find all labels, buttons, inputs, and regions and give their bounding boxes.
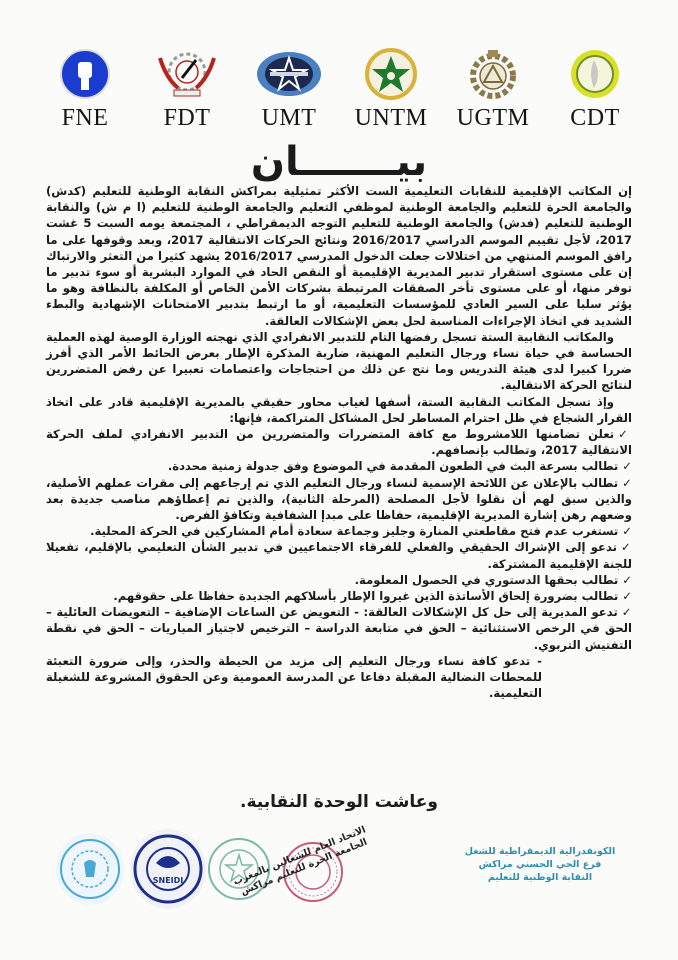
green-star-emblem-icon [356,48,426,100]
demand-text: تطالب بالإعلان عن اللائحة الإسمية لنساء ورجال التعليم الذي تم إرجاعهم إلى مقرات عملهم الأصلية، والذين سبق لهم أن نقلوا لأجل المصلحة (المرحلة الثانية)، والذين تم إعطاؤهم مناصب جديدة بعد وضعهم رهن إشارة المديرية الإقليمية، حفاظا على مبدإ الشفافية وتكافؤ الفرص. [46,475,632,523]
logo-label: FDT [163,105,211,131]
check-icon: ✓ [622,475,632,490]
light-blue-seal-icon [56,833,124,905]
check-icon: ✓ [622,524,632,539]
raised-fist-emblem-icon [50,48,120,100]
logo-label: CDT [570,105,620,131]
logo-cdt [550,48,640,138]
intro-paragraph: إن المكاتب الإقليمية للنقابات التعليمية الست الأكثر تمثيلية بمراكش النقابة الوطنية للتعليم (كدش) والجامعة الحرة للتعليم والجامعة الوطنية لموظفي التعليم والجامعة الوطنية للتعليم (ا م ش) والنقابة الوطنية للتعليم (فدش) والجامعة الوطنية للتعليم التوجه الديمقراطي ، المجتمعة يومه السبت 5 غشت 2017، لأجل تقييم الموسم الدراسي 2016/2017 ونتائج الحركات الانتقالية 2017، وبعد وقوفها على ما رافق الموسم المنتهي من اختلالات جعلت الدخول المدرسي 2016/2017 يشهد كثيرا من التعثر والارتباك إن على مستوى استقرار تدبير المديرية الإقليمية أو النقص الحاد في الموارد البشرية أو سوء تدبير ما توفر منها، أو على مستوى تأخر الصفقات المرتبطة بشركات الأمن الخاص أو المكلفة بالنظافة وهو ما يؤثر سلبا على السير العادي للمؤسسات التعليمية، أو ما ارتبط بتدبير الامتحانات الإشهادية والبطء الشديد في اتخاذ الإجراءات المناسبة لحل بعض الإشكالات العالقة. [46,184,632,328]
check-icon: ✓ [621,540,632,555]
logo-untm [346,48,436,138]
demand-text: تطالب بسرعة البث في الطعون المقدمة في الموضوع وفق جدولة زمنية محددة. [167,459,619,474]
logo-label: UGTM [456,105,530,131]
union-logos-row [40,48,640,138]
logo-umt [244,48,334,138]
statement-body [46,183,632,702]
logo-label: UMT [261,105,317,131]
demand-text: تدعو إلى الإشراك الحقيقي والفعلي للفرقاء الاجتماعيين في تدبير الشأن التعليمي بالإقليم، تفعيلا للجنة الإقليمية المشتركة. [46,540,632,571]
cdt-stamp-line: النقابة الوطنية للتعليم [487,872,593,883]
demand-item [46,539,632,571]
gear-emblem-icon [458,48,528,100]
logo-fdt [142,48,232,138]
gear-pen-wheat-emblem-icon [152,48,222,100]
logo-ugtm [448,48,538,138]
demand-item [46,426,632,458]
check-icon: ✓ [622,459,632,474]
navy-seal-icon [130,829,206,909]
sneidi-seal-text: SNEIDI [152,876,184,885]
cdt-stamp-line: الكونفدرالية الديمقراطية للشغل [464,846,616,857]
statement-title: بيـــــــان [250,139,428,185]
demand-item [46,523,632,539]
demand-text: تطالب بحقها الدستوري في الحصول المعلومة. [354,572,619,587]
demand-item [46,458,632,474]
logo-label: UNTM [354,105,428,131]
paragraph-regret: وإذ تسجل المكاتب النقابية الستة، أسفها لغياب محاور حقيقي بالمديرية الإقليمية قادر على اتخاذ القرار الشجاع في ظل احترام المساطر لحل المشاكل المتراكمة، فإنها: [46,394,632,425]
star-emblem-icon [254,48,324,100]
wreath-emblem-icon [560,48,630,100]
check-icon: ✓ [622,589,632,604]
demand-text: تعلن تضامنها اللامشروط مع كافة المتضررات والمتضررين من التدبير الانفرادي لملف الحركة الانتقالية 2017، وتطالب بإنصافهم. [46,427,632,458]
demand-item [46,604,632,653]
logo-fne [40,48,130,138]
check-icon: ✓ [622,572,632,587]
cdt-stamp-line: فرع الحي الحسني مراكش [478,859,602,870]
check-icon: ✓ [618,427,632,442]
demand-item [46,588,632,604]
demand-text: تطالب بضرورة إلحاق الأساتذة الذين غيروا الإطار بأسلاكهم الجديدة حفاظا على حقوقهم. [113,589,619,604]
cdt-stamp-text [455,845,625,884]
check-icon: ✓ [621,605,632,620]
ugtm-stamp-text: الاتحاد العام للشغالين بالمغرب الجامعة الحرة للتعليم مراكش [231,824,369,898]
demand-text: تستغرب عدم فتح مقاطعتي المنارة وجليز وجماعة سعادة أمام المشاركين في الحركة المحلية. [90,524,619,539]
sign-off: وعاشت الوحدة النقابية. [240,792,438,812]
demand-text: تدعو المديرية إلى حل كل الإشكالات العالقة: - التعويض عن الساعات الإضافية – التعويضات العائلية – الحق في الرخص الاستثنائية – الحق في متابعة الدراسة – الترخيص لاجتياز المباريات – الحق في نقطة التفتيش التربوي. [46,605,632,652]
logo-label: FNE [61,105,109,131]
demand-item [46,572,632,588]
demand-item [46,475,632,524]
paragraph-rejection: والمكاتب النقابية الستة تسجل رفضها التام للتدبير الانفرادي الذي نهجته الوزارة الوصية لهذه العملية الحساسة في حياة نساء ورجال التعليم المهنية، ضاربة المذكرة الإطار بعرض الحائط الأمر الذي أفرز ضررا كبيرا لدى هيئة التدريس وما نتج عن ذلك من احتجاجات واعتصامات تعبيرا عن رفض المتضررين لنتائج الحركة الانتقالية. [46,329,632,393]
closing-call: - تدعو كافة نساء ورجال التعليم إلى مزيد من الحيطة والحذر، وإلى ضرورة التعبئة للمحطات النضالية المقبلة دفاعا عن المدرسة العمومية وعن الحقوق المشروعة للشغيلة التعليمية. [46,653,542,701]
